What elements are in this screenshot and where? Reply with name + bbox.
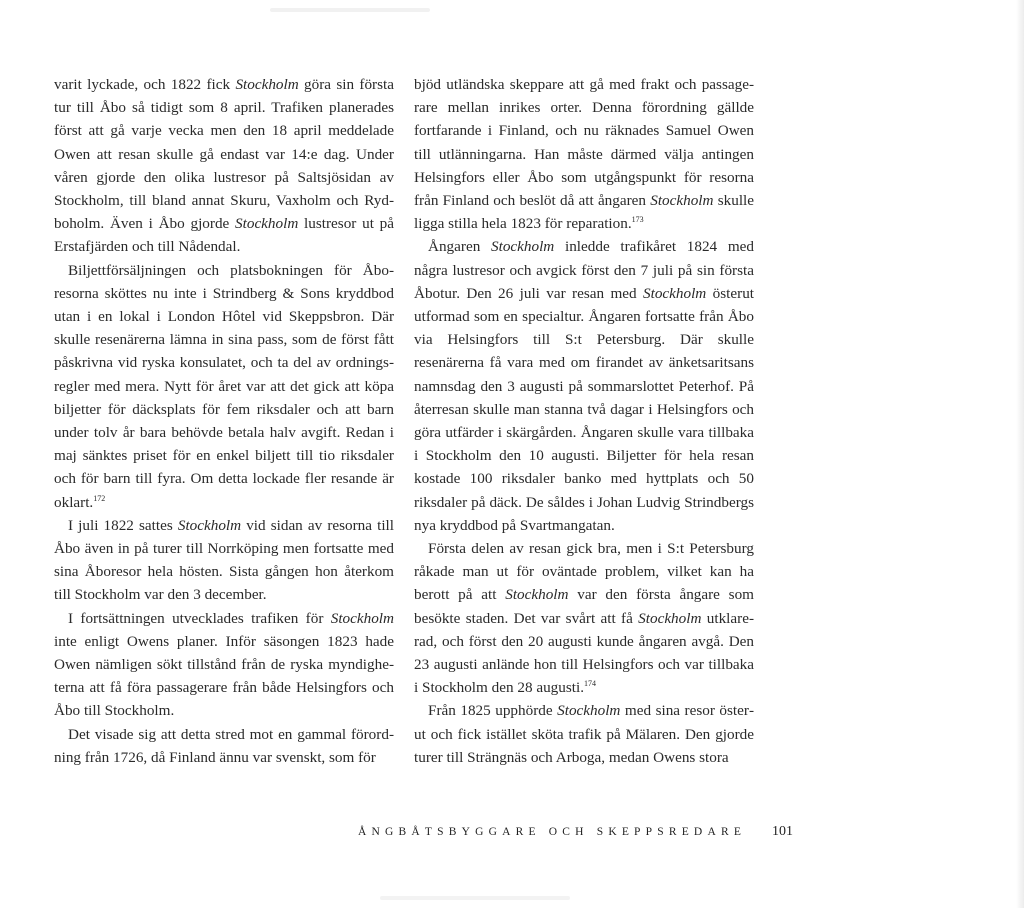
left-text-column — [54, 73, 394, 769]
left-column-paragraph: I fortsättningen utvecklades trafiken för Stockholm inte enligt Owens planer. Inför säsongen 1823 hade Owen nämligen sökt tillstånd från de ryska myndigheterna att få föra passagerare från både Helsingfors och Åbo till Stockholm. — [54, 609, 394, 720]
page-edge-shadow — [1016, 0, 1024, 908]
left-column-paragraph: I juli 1822 sattes Stockholm vid sidan av resorna till Åbo även in på turer till Norrköping men fortsatte med sina Åboresor hela hösten. Sista gången hon återkom till Stockholm var den 3 december. — [54, 516, 394, 604]
running-footer-title: ÅNGBÅTSBYGGARE OCH SKEPPSREDARE — [358, 826, 747, 838]
page-number: 101 — [772, 824, 793, 839]
left-column-paragraph: varit lyckade, och 1822 fick Stockholm göra sin första tur till Åbo så tidigt som 8 april. Trafiken planerades först att gå varje vecka men den 18 april meddelade Owen att resan skulle gå endast var 14:e dag. Under våren gjorde den olika lustresor på Saltsjösidan av Stockholm, till bland annat Skuru, Vaxholm och Rydboholm. Även i Åbo gjorde Stockholm lustresor ut på Erstafjärden och till Nådendal. — [54, 76, 394, 256]
left-column-paragraph: Det visade sig att detta stred mot en gammal förordning från 1726, då Finland ännu var svenskt, som för — [54, 725, 394, 766]
scan-artifact-top — [270, 8, 430, 12]
right-text-column — [414, 73, 754, 769]
right-column-paragraph: bjöd utländska skeppare att gå med frakt och passagerare mellan inrikes orter. Denna förordning gällde fortfarande i Finland, och nu räknades Samuel Owen till utlänningarna. Han måste därmed välja antingen Helsingfors eller Åbo som utgångspunkt för resorna från Finland och beslöt då att ångaren Stockholm skulle ligga stilla hela 1823 för reparation.$^{173}$ — [414, 76, 755, 233]
scan-artifact-bottom — [380, 896, 570, 900]
right-column-paragraph: Ångaren Stockholm inledde trafikåret 1824 med några lustresor och avgick först den 7 juli på sin första Åbotur. Den 26 juli var resan med Stockholm österut utformad som en specialtur. Ångaren fortsatte från Åbo via Helsingfors till S:t Petersburg. Där skulle resenärerna få vara med om firandet av änketsaritsans namnsdag den 3 augusti på sommarslottet Peterhof. På återresan skulle man stanna två dagar i Helsingfors och göra utfärder i skärgården. Ångaren skulle vara tillbaka i Stockholm den 10 augusti. Biljetter för hela resan kostade 100 riksdaler banko med hyttplats och 50 riksdaler på däck. De såldes i Johan Ludvig Strindbergs nya kryddbod på Svartmangatan. — [414, 238, 755, 534]
left-column-paragraph: Biljettförsäljningen och platsbokningen för Åboresorna sköttes nu inte i Strindberg & Sons kryddbod utan i en lokal i London Hôtel vid Skeppsbron. Där skulle resenärerna lämna in sina pass, som de först fått påskrivna vid ryska konsulatet, och ta del av ordningsregler med mera. Nytt för året var att det gick att köpa biljetter för däcksplats för fem riksdaler och att barn under tolv år bara behövde betala halv avgift. Redan i maj sänktes priset för en enkel biljett till tio riksdaler och för barn till fyra. Om detta lockade fler resande är oklart.$^{172}$ — [54, 261, 394, 511]
right-column-paragraph: Första delen av resan gick bra, men i S:t Petersburg råkade man ut för oväntade problem, vilket kan ha berott på att Stockholm var den första ångare som besökte staden. Det var svårt att få Stockholm utklarerad, och först den 20 augusti kunde ångaren avgå. Den 23 augusti anlände hon till Helsingfors och var tillbaka i Stockholm den 28 augusti.$^{174}$ — [414, 540, 755, 697]
right-column-paragraph: Från 1825 upphörde Stockholm med sina resor österut och fick istället sköta trafik på Mälaren. Den gjorde turer till Strängnäs och Arboga, medan Owens stora — [414, 702, 755, 766]
